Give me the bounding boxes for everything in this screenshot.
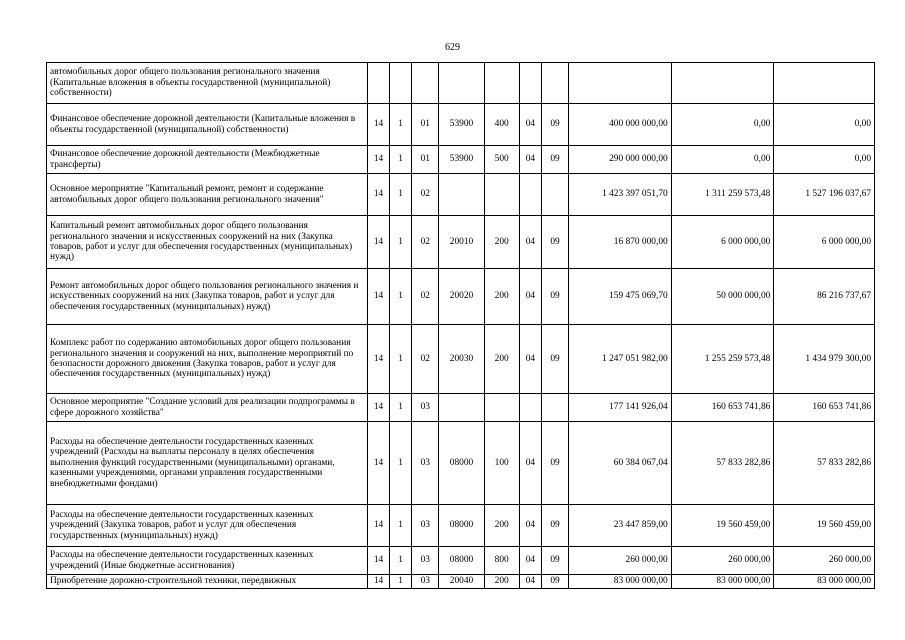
cell-subprogram: 02 <box>412 325 439 394</box>
table-row <box>47 174 875 216</box>
cell-direction: 20010 <box>439 216 484 269</box>
cell-amount-1: 1 247 051 982,00 <box>569 325 672 394</box>
cell-subprogram: 03 <box>412 547 439 575</box>
cell-program: 1 <box>390 174 412 216</box>
cell-section <box>519 174 541 216</box>
cell-amount-2: 1 255 259 573,48 <box>671 325 774 394</box>
cell-ministry: 14 <box>367 575 389 589</box>
cell-expense-type: 200 <box>484 325 519 394</box>
row-name: Комплекс работ по содержанию автомобильных дорог общего пользования регионального значения и сооружений на них, выполнение мероприятий по безопасности дорожного движения (Закупка товаров, работ и услуг для обеспечения государственных (муниципальных) нужд) <box>47 325 368 394</box>
cell-ministry: 14 <box>367 146 389 174</box>
budget-table <box>46 62 875 589</box>
cell-ministry: 14 <box>367 104 389 146</box>
cell-subsection: 09 <box>541 216 568 269</box>
cell-amount-1 <box>569 63 672 104</box>
table-row <box>47 505 875 547</box>
cell-program: 1 <box>390 422 412 505</box>
table-row <box>47 547 875 575</box>
cell-expense-type: 200 <box>484 575 519 589</box>
cell-subsection: 09 <box>541 575 568 589</box>
cell-direction: 08000 <box>439 505 484 547</box>
cell-direction: 20030 <box>439 325 484 394</box>
cell-subsection <box>541 63 568 104</box>
cell-section: 04 <box>519 104 541 146</box>
cell-amount-2: 0,00 <box>671 104 774 146</box>
table-row <box>47 422 875 505</box>
cell-amount-1: 1 423 397 051,70 <box>569 174 672 216</box>
cell-subsection: 09 <box>541 505 568 547</box>
cell-amount-2: 6 000 000,00 <box>671 216 774 269</box>
cell-subprogram: 01 <box>412 146 439 174</box>
cell-amount-1: 60 384 067,04 <box>569 422 672 505</box>
cell-section: 04 <box>519 422 541 505</box>
cell-program: 1 <box>390 547 412 575</box>
cell-amount-2: 0,00 <box>671 146 774 174</box>
cell-ministry: 14 <box>367 422 389 505</box>
cell-expense-type: 200 <box>484 216 519 269</box>
table-row <box>47 575 875 589</box>
table-row <box>47 394 875 422</box>
cell-subsection: 09 <box>541 269 568 325</box>
cell-amount-3: 86 216 737,67 <box>774 269 875 325</box>
cell-program: 1 <box>390 505 412 547</box>
row-name: Капитальный ремонт автомобильных дорог общего пользования регионального значения и искусственных сооружений на них (Закупка товаров, работ и услуг для обеспечения государственных (муниципальных) нужд) <box>47 216 368 269</box>
cell-ministry: 14 <box>367 174 389 216</box>
cell-subprogram <box>412 63 439 104</box>
cell-subprogram: 02 <box>412 216 439 269</box>
cell-expense-type: 100 <box>484 422 519 505</box>
cell-program: 1 <box>390 394 412 422</box>
cell-amount-2: 19 560 459,00 <box>671 505 774 547</box>
cell-subprogram: 03 <box>412 394 439 422</box>
cell-direction: 20040 <box>439 575 484 589</box>
cell-section: 04 <box>519 325 541 394</box>
row-name: Приобретение дорожно-строительной техники, передвижных <box>47 575 368 589</box>
cell-ministry: 14 <box>367 394 389 422</box>
cell-expense-type: 200 <box>484 505 519 547</box>
cell-direction <box>439 394 484 422</box>
cell-expense-type: 800 <box>484 547 519 575</box>
row-name: Расходы на обеспечение деятельности государственных казенных учреждений (Закупка товаров, работ и услуг для обеспечения государственных (муниципальных) нужд) <box>47 505 368 547</box>
cell-expense-type <box>484 63 519 104</box>
cell-amount-2: 1 311 259 573,48 <box>671 174 774 216</box>
cell-section: 04 <box>519 547 541 575</box>
row-name: Основное мероприятие "Капитальный ремонт, ремонт и содержание автомобильных дорог общего пользования регионального значения" <box>47 174 368 216</box>
cell-subsection: 09 <box>541 547 568 575</box>
cell-direction: 53900 <box>439 146 484 174</box>
cell-amount-2: 50 000 000,00 <box>671 269 774 325</box>
cell-section: 04 <box>519 575 541 589</box>
cell-amount-3: 83 000 000,00 <box>774 575 875 589</box>
cell-direction: 53900 <box>439 104 484 146</box>
row-name: Финансовое обеспечение дорожной деятельности (Капитальные вложения в объекты государственной (муниципальной) собственности) <box>47 104 368 146</box>
cell-amount-3: 6 000 000,00 <box>774 216 875 269</box>
cell-amount-1: 177 141 926,04 <box>569 394 672 422</box>
cell-amount-3: 19 560 459,00 <box>774 505 875 547</box>
table-row <box>47 269 875 325</box>
cell-amount-3: 260 000,00 <box>774 547 875 575</box>
table-row <box>47 325 875 394</box>
cell-expense-type: 500 <box>484 146 519 174</box>
cell-subsection <box>541 174 568 216</box>
table-row <box>47 104 875 146</box>
cell-subsection: 09 <box>541 422 568 505</box>
row-name: Расходы на обеспечение деятельности государственных казенных учреждений (Расходы на выплаты персоналу в целях обеспечения выполнения функций государственными (муниципальными) органами, казенными учреждениями, органами управления государственными внебюджетными фондами) <box>47 422 368 505</box>
cell-section: 04 <box>519 269 541 325</box>
table-row <box>47 146 875 174</box>
cell-amount-1: 159 475 069,70 <box>569 269 672 325</box>
cell-amount-2: 260 000,00 <box>671 547 774 575</box>
cell-direction: 08000 <box>439 547 484 575</box>
cell-program: 1 <box>390 269 412 325</box>
row-name: Ремонт автомобильных дорог общего пользования регионального значения и искусственных сооружений на них (Закупка товаров, работ и услуг для обеспечения государственных (муниципальных) нужд) <box>47 269 368 325</box>
cell-program: 1 <box>390 216 412 269</box>
cell-section <box>519 394 541 422</box>
cell-direction: 20020 <box>439 269 484 325</box>
cell-ministry: 14 <box>367 216 389 269</box>
cell-amount-2 <box>671 63 774 104</box>
cell-direction <box>439 174 484 216</box>
cell-amount-3 <box>774 63 875 104</box>
page-number: 629 <box>445 42 460 53</box>
row-name: автомобильных дорог общего пользования регионального значения (Капитальные вложения в объекты государственной (муниципальной) собственности) <box>47 63 368 104</box>
cell-direction <box>439 63 484 104</box>
table-row <box>47 63 875 104</box>
cell-ministry: 14 <box>367 325 389 394</box>
cell-direction: 08000 <box>439 422 484 505</box>
cell-expense-type <box>484 394 519 422</box>
cell-amount-3: 160 653 741,86 <box>774 394 875 422</box>
cell-program: 1 <box>390 146 412 174</box>
cell-amount-2: 83 000 000,00 <box>671 575 774 589</box>
cell-ministry: 14 <box>367 269 389 325</box>
cell-expense-type: 400 <box>484 104 519 146</box>
cell-amount-1: 16 870 000,00 <box>569 216 672 269</box>
cell-amount-2: 160 653 741,86 <box>671 394 774 422</box>
cell-program <box>390 63 412 104</box>
row-name: Финансовое обеспечение дорожной деятельности (Межбюджетные трансферты) <box>47 146 368 174</box>
cell-ministry: 14 <box>367 547 389 575</box>
cell-subsection <box>541 394 568 422</box>
cell-subprogram: 03 <box>412 505 439 547</box>
cell-expense-type: 200 <box>484 269 519 325</box>
row-name: Расходы на обеспечение деятельности государственных казенных учреждений (Иные бюджетные ассигнования) <box>47 547 368 575</box>
cell-amount-1: 290 000 000,00 <box>569 146 672 174</box>
cell-section: 04 <box>519 505 541 547</box>
cell-subsection: 09 <box>541 146 568 174</box>
cell-section: 04 <box>519 146 541 174</box>
cell-amount-1: 260 000,00 <box>569 547 672 575</box>
cell-ministry: 14 <box>367 505 389 547</box>
cell-subprogram: 03 <box>412 575 439 589</box>
cell-ministry <box>367 63 389 104</box>
cell-subsection: 09 <box>541 104 568 146</box>
cell-subprogram: 01 <box>412 104 439 146</box>
cell-amount-1: 23 447 859,00 <box>569 505 672 547</box>
cell-program: 1 <box>390 325 412 394</box>
cell-amount-3: 0,00 <box>774 104 875 146</box>
cell-amount-1: 400 000 000,00 <box>569 104 672 146</box>
cell-subsection: 09 <box>541 325 568 394</box>
cell-amount-3: 1 434 979 300,00 <box>774 325 875 394</box>
cell-subprogram: 02 <box>412 174 439 216</box>
cell-amount-3: 1 527 196 037,67 <box>774 174 875 216</box>
cell-program: 1 <box>390 575 412 589</box>
cell-amount-3: 57 833 282,86 <box>774 422 875 505</box>
cell-expense-type <box>484 174 519 216</box>
row-name: Основное мероприятие "Создание условий для реализации подпрограммы в сфере дорожного хозяйства" <box>47 394 368 422</box>
cell-subprogram: 02 <box>412 269 439 325</box>
cell-program: 1 <box>390 104 412 146</box>
cell-section <box>519 63 541 104</box>
cell-amount-2: 57 833 282,86 <box>671 422 774 505</box>
cell-subprogram: 03 <box>412 422 439 505</box>
table-row <box>47 216 875 269</box>
cell-section: 04 <box>519 216 541 269</box>
cell-amount-1: 83 000 000,00 <box>569 575 672 589</box>
cell-amount-3: 0,00 <box>774 146 875 174</box>
